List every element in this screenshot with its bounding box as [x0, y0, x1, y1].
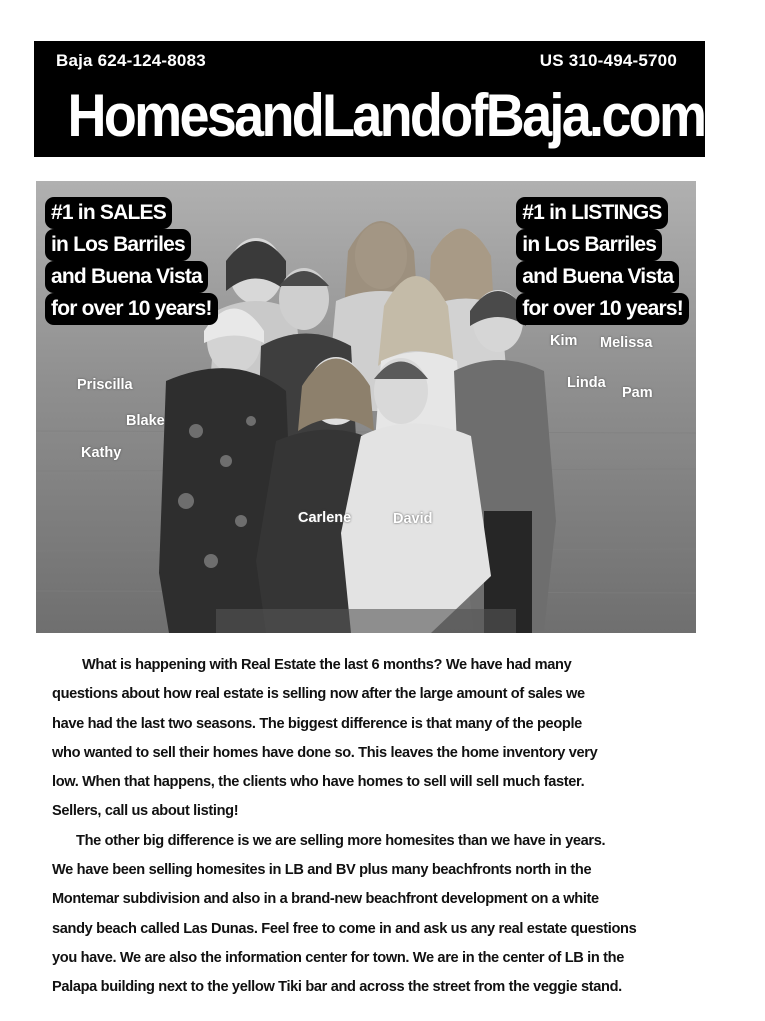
article-line: The other big difference is we are selling more homesites than we have in years. [76, 832, 606, 849]
name-label-melissa: Melissa [600, 335, 653, 351]
article-line: What is happening with Real Estate the last 6 months? We have had many [82, 657, 572, 673]
name-label-kathy: Kathy [81, 445, 122, 461]
us-phone-number: US 310-494-5700 [539, 51, 677, 70]
sales-rank-badge [45, 197, 218, 325]
baja-phone-number: Baja 624-124-8083 [56, 51, 206, 70]
name-label-kim: Kim [550, 333, 578, 349]
sales-badge-line: for over 10 years! [45, 293, 218, 325]
article-line: you have. We are also the information center for town. We are in the center of LB in the [52, 949, 624, 966]
article-line: Montemar subdivision and also in a brand-new beachfront development on a white [52, 891, 599, 908]
name-label-blake: Blake [126, 413, 165, 429]
website-title: HomesandLandofBaja.com [67, 82, 705, 149]
listings-badge-line: #1 in LISTINGS [516, 197, 667, 229]
article-line: Sellers, call us about listing! [52, 803, 239, 820]
article-line: We have been selling homesites in LB and BV plus many beachfronts north in the [52, 862, 592, 879]
name-label-linda: Linda [567, 375, 606, 391]
name-label-david: David [393, 511, 433, 527]
sales-badge-line: #1 in SALES [45, 197, 172, 229]
listings-badge-line: for over 10 years! [516, 293, 689, 325]
sales-badge-line: in Los Barriles [45, 229, 191, 261]
name-label-carlene: Carlene [298, 510, 352, 526]
article-line: have had the last two seasons. The biggest difference is that many of the people [52, 715, 582, 732]
team-photo [36, 181, 696, 633]
listings-badge-line: and Buena Vista [516, 261, 679, 293]
name-label-pam: Pam [622, 385, 653, 401]
article-line: low. When that happens, the clients who have homes to sell will sell much faster. [52, 774, 585, 791]
listings-rank-badge [516, 197, 689, 325]
sales-badge-line: and Buena Vista [45, 261, 208, 293]
article-line: sandy beach called Las Dunas. Feel free to come in and ask us any real estate questions [52, 920, 637, 937]
listings-badge-line: in Los Barriles [516, 229, 662, 261]
header-banner [34, 41, 705, 157]
article-body [52, 651, 712, 1003]
article-line: who wanted to sell their homes have done so. This leaves the home inventory very [52, 744, 598, 761]
name-label-priscilla: Priscilla [77, 377, 133, 393]
article-line: Palapa building next to the yellow Tiki bar and across the street from the veggie stand. [52, 979, 622, 996]
article-line: questions about how real estate is selling now after the large amount of sales we [52, 686, 585, 703]
